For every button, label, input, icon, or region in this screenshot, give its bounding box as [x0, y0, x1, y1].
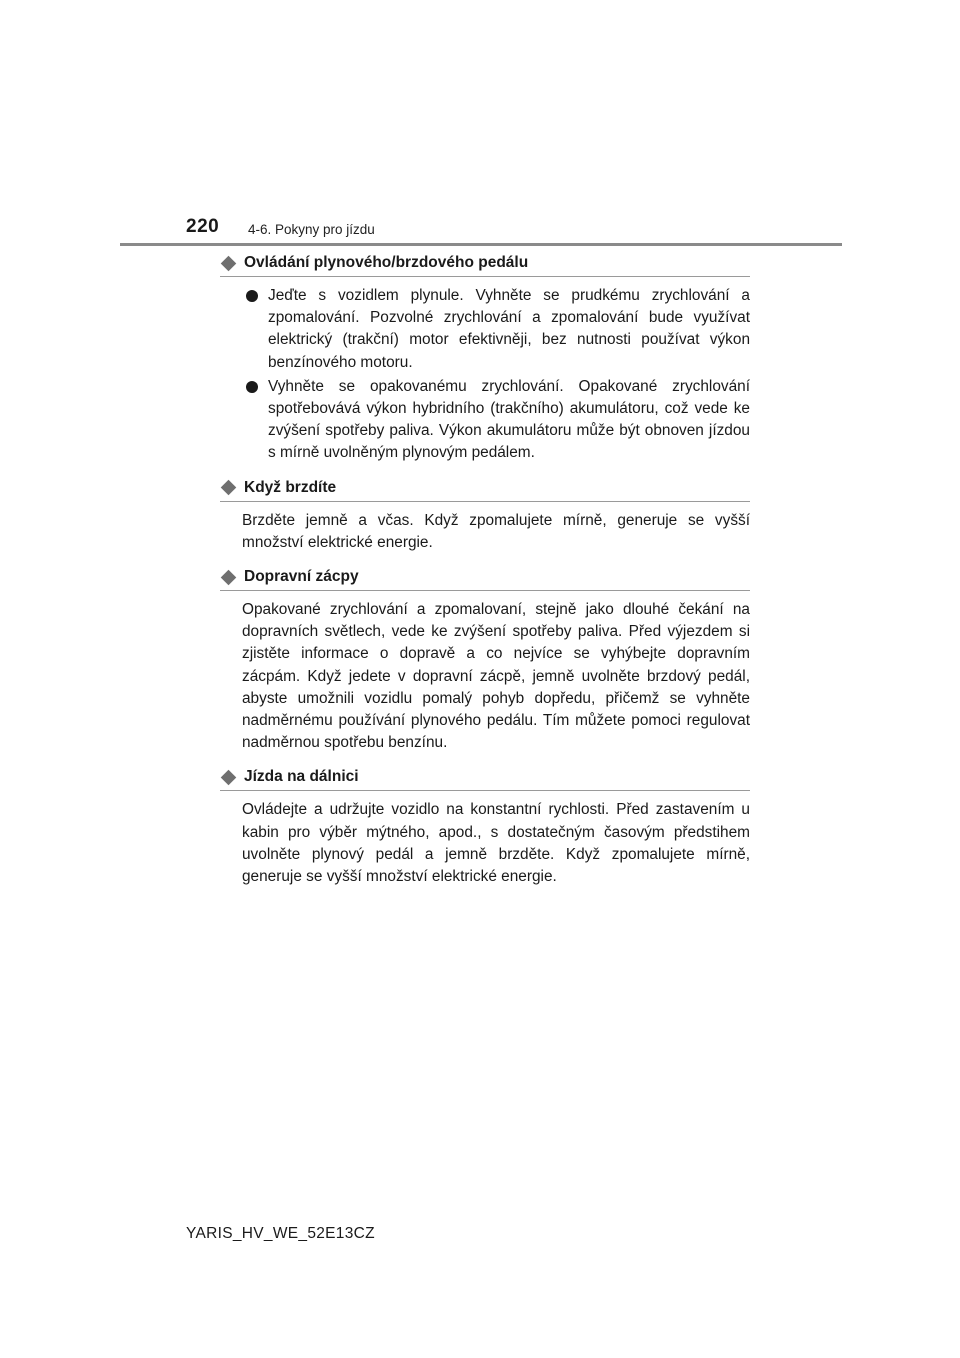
section-paragraph: Ovládejte a udržujte vozidlo na konstantní rychlosti. Před zastavením u kabin pro výběr mýtného, apod., s dostatečným časovým předstihem uvolněte plynový pedál a jemně brzděte. Když zpomalujete mírně, generuje se vyšší množství elektrické energie. [242, 801, 750, 886]
section-title [220, 566, 750, 591]
page-number: 220 [186, 216, 220, 237]
chapter-title: 4-6. Pokyny pro jízdu [248, 222, 375, 237]
section-title-text: Ovládání plynového/brzdového pedálu [244, 254, 529, 271]
list-item-text: Vyhněte se opakovanému zrychlování. Opakované zrychlování spotřebovává výkon hybridního (trakčního) akumulátoru, což vede ke zvýšení spotřeby paliva. Výkon akumulátoru může být obnoven jízdou s mírně uvolněným plynovým pedálem. [268, 377, 750, 462]
bullet-dot-icon [246, 290, 258, 302]
list-item-text: Jeďte s vozidlem plynule. Vyhněte se prudkému zrychlování a zpomalování. Pozvolné zrychlování a zpomalování bude využívat elektrický (trakční) motor efektivněji, bez nutnosti používat výkon benzínového motoru. [268, 287, 750, 371]
list-item [242, 285, 750, 374]
diamond-bullet-icon [221, 480, 237, 496]
diamond-bullet-icon [221, 569, 237, 585]
document-code: YARIS_HV_WE_52E13CZ [186, 1225, 375, 1242]
section-title [220, 477, 750, 502]
bullet-dot-icon [246, 381, 258, 393]
section-title-text: Dopravní zácpy [244, 568, 359, 586]
section-braking [220, 477, 750, 554]
section-traffic-jams [220, 566, 750, 754]
bullet-list [242, 285, 750, 465]
section-title-text: Když brzdíte [244, 478, 337, 496]
section-paragraph: Opakované zrychlování a zpomalovaní, stejně jako dlouhé čekání na dopravních světlech, vede ke zvýšení spotřeby paliva. Před výjezdem si zjistěte informace o dopravě a co nejvíce se vyhýbejte dopravním zácpám. Když jedete v dopravní zácpě, jemně uvolněte brzdový pedál, abyste umožnili vozidlu pomalý pohyb dopředu, přičemž se vyhněte nadměrnému používání plynového pedálu. Tím můžete pomoci regulovat nadměrnou spotřebu benzínu. [242, 601, 750, 752]
section-highway [220, 766, 750, 888]
section-paragraph: Brzděte jemně a včas. Když zpomalujete mírně, generuje se vyšší množství elektrické energie. [242, 511, 750, 551]
page-content [220, 252, 750, 900]
list-item [242, 376, 750, 465]
diamond-bullet-icon [221, 770, 237, 786]
section-pedal-control [220, 252, 750, 465]
section-title [220, 252, 750, 277]
diamond-bullet-icon [221, 255, 237, 271]
section-title-text: Jízda na dálnici [244, 768, 359, 786]
header-rule [120, 243, 842, 246]
section-title [220, 766, 750, 791]
